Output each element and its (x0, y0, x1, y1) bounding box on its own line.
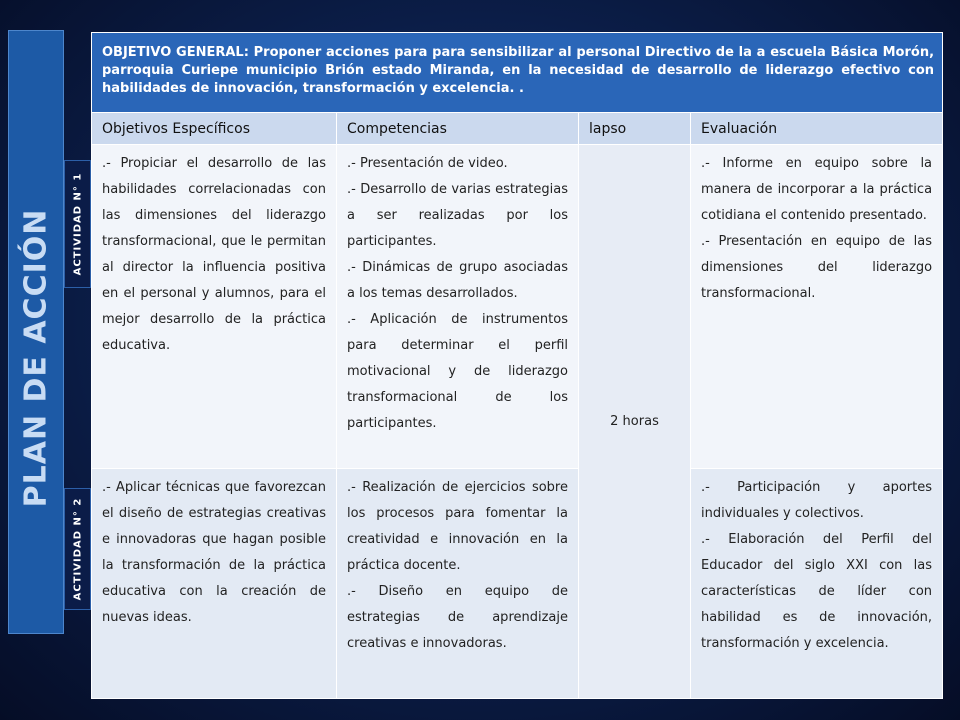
table-row (92, 145, 943, 469)
objetivo-especifico-2 (92, 469, 337, 699)
objetivo-especifico-1-text: .- Propiciar el desarrollo de las habilidades correlacionadas con las dimensiones del liderazgo transformacional, que le permitan al director la influencia positiva en el personal y alumnos, para el mejor desarrollo de la práctica educativa. (102, 156, 326, 353)
evaluacion-item: .- Elaboración del Perfil del Educador del siglo XXI con las características de líder con habilidad es de innovación, transformación y excelencia. (701, 532, 933, 651)
actividad-1-label: ACTIVIDAD N° 1 (72, 172, 83, 276)
evaluacion-item: .- Participación y aportes individuales y colectivos. (701, 480, 933, 521)
header-lapso: lapso (579, 113, 691, 145)
table-row (92, 469, 943, 699)
header-evaluacion: Evaluación (691, 113, 943, 145)
evaluacion-1 (691, 145, 943, 469)
actividad-2-label: ACTIVIDAD N° 2 (72, 497, 83, 601)
competencias-2 (337, 469, 579, 699)
evaluacion-item: .- Presentación en equipo de las dimensiones del liderazgo transformacional. (701, 234, 933, 301)
competencia-item: .- Presentación de video. (347, 156, 508, 171)
plan-de-accion-title: PLAN DE ACCIÓN (18, 208, 54, 508)
competencia-item: .- Dinámicas de grupo asociadas a los temas desarrollados. (347, 260, 568, 301)
evaluacion-item: .- Informe en equipo sobre la manera de incorporar a la práctica cotidiana el contenido presentado. (701, 156, 933, 223)
actividad-1-tag (64, 160, 91, 288)
actividad-2-tag (64, 488, 91, 610)
competencia-item: .- Aplicación de instrumentos para determinar el perfil motivacional y de liderazgo transformacional de los participantes. (347, 312, 568, 431)
evaluacion-2 (691, 469, 943, 699)
plan-table (91, 32, 943, 699)
competencia-item: .- Realización de ejercicios sobre los procesos para fomentar la creatividad e innovación en la práctica docente. (347, 480, 568, 573)
lapso-value: 2 horas (579, 145, 691, 699)
objetivo-general: OBJETIVO GENERAL: Proponer acciones para para sensibilizar al personal Directivo de la a escuela Básica Morón, parroquia Curiepe municipio Brión estado Miranda, en la necesidad de desarrollo de liderazgo efectivo con habilidades de innovación, transformación y excelencia. . (92, 33, 943, 113)
competencia-item: .- Diseño en equipo de estrategias de aprendizaje creativas e innovadoras. (347, 584, 568, 651)
header-competencias: Competencias (337, 113, 579, 145)
competencias-1 (337, 145, 579, 469)
objetivo-especifico-2-text: .- Aplicar técnicas que favorezcan el diseño de estrategias creativas e innovadoras que hagan posible la transformación de la práctica educativa con la creación de nuevas ideas. (102, 480, 326, 625)
objetivo-especifico-1 (92, 145, 337, 469)
competencia-item: .- Desarrollo de varias estrategias a ser realizadas por los participantes. (347, 182, 568, 249)
header-objetivos-especificos: Objetivos Específicos (92, 113, 337, 145)
